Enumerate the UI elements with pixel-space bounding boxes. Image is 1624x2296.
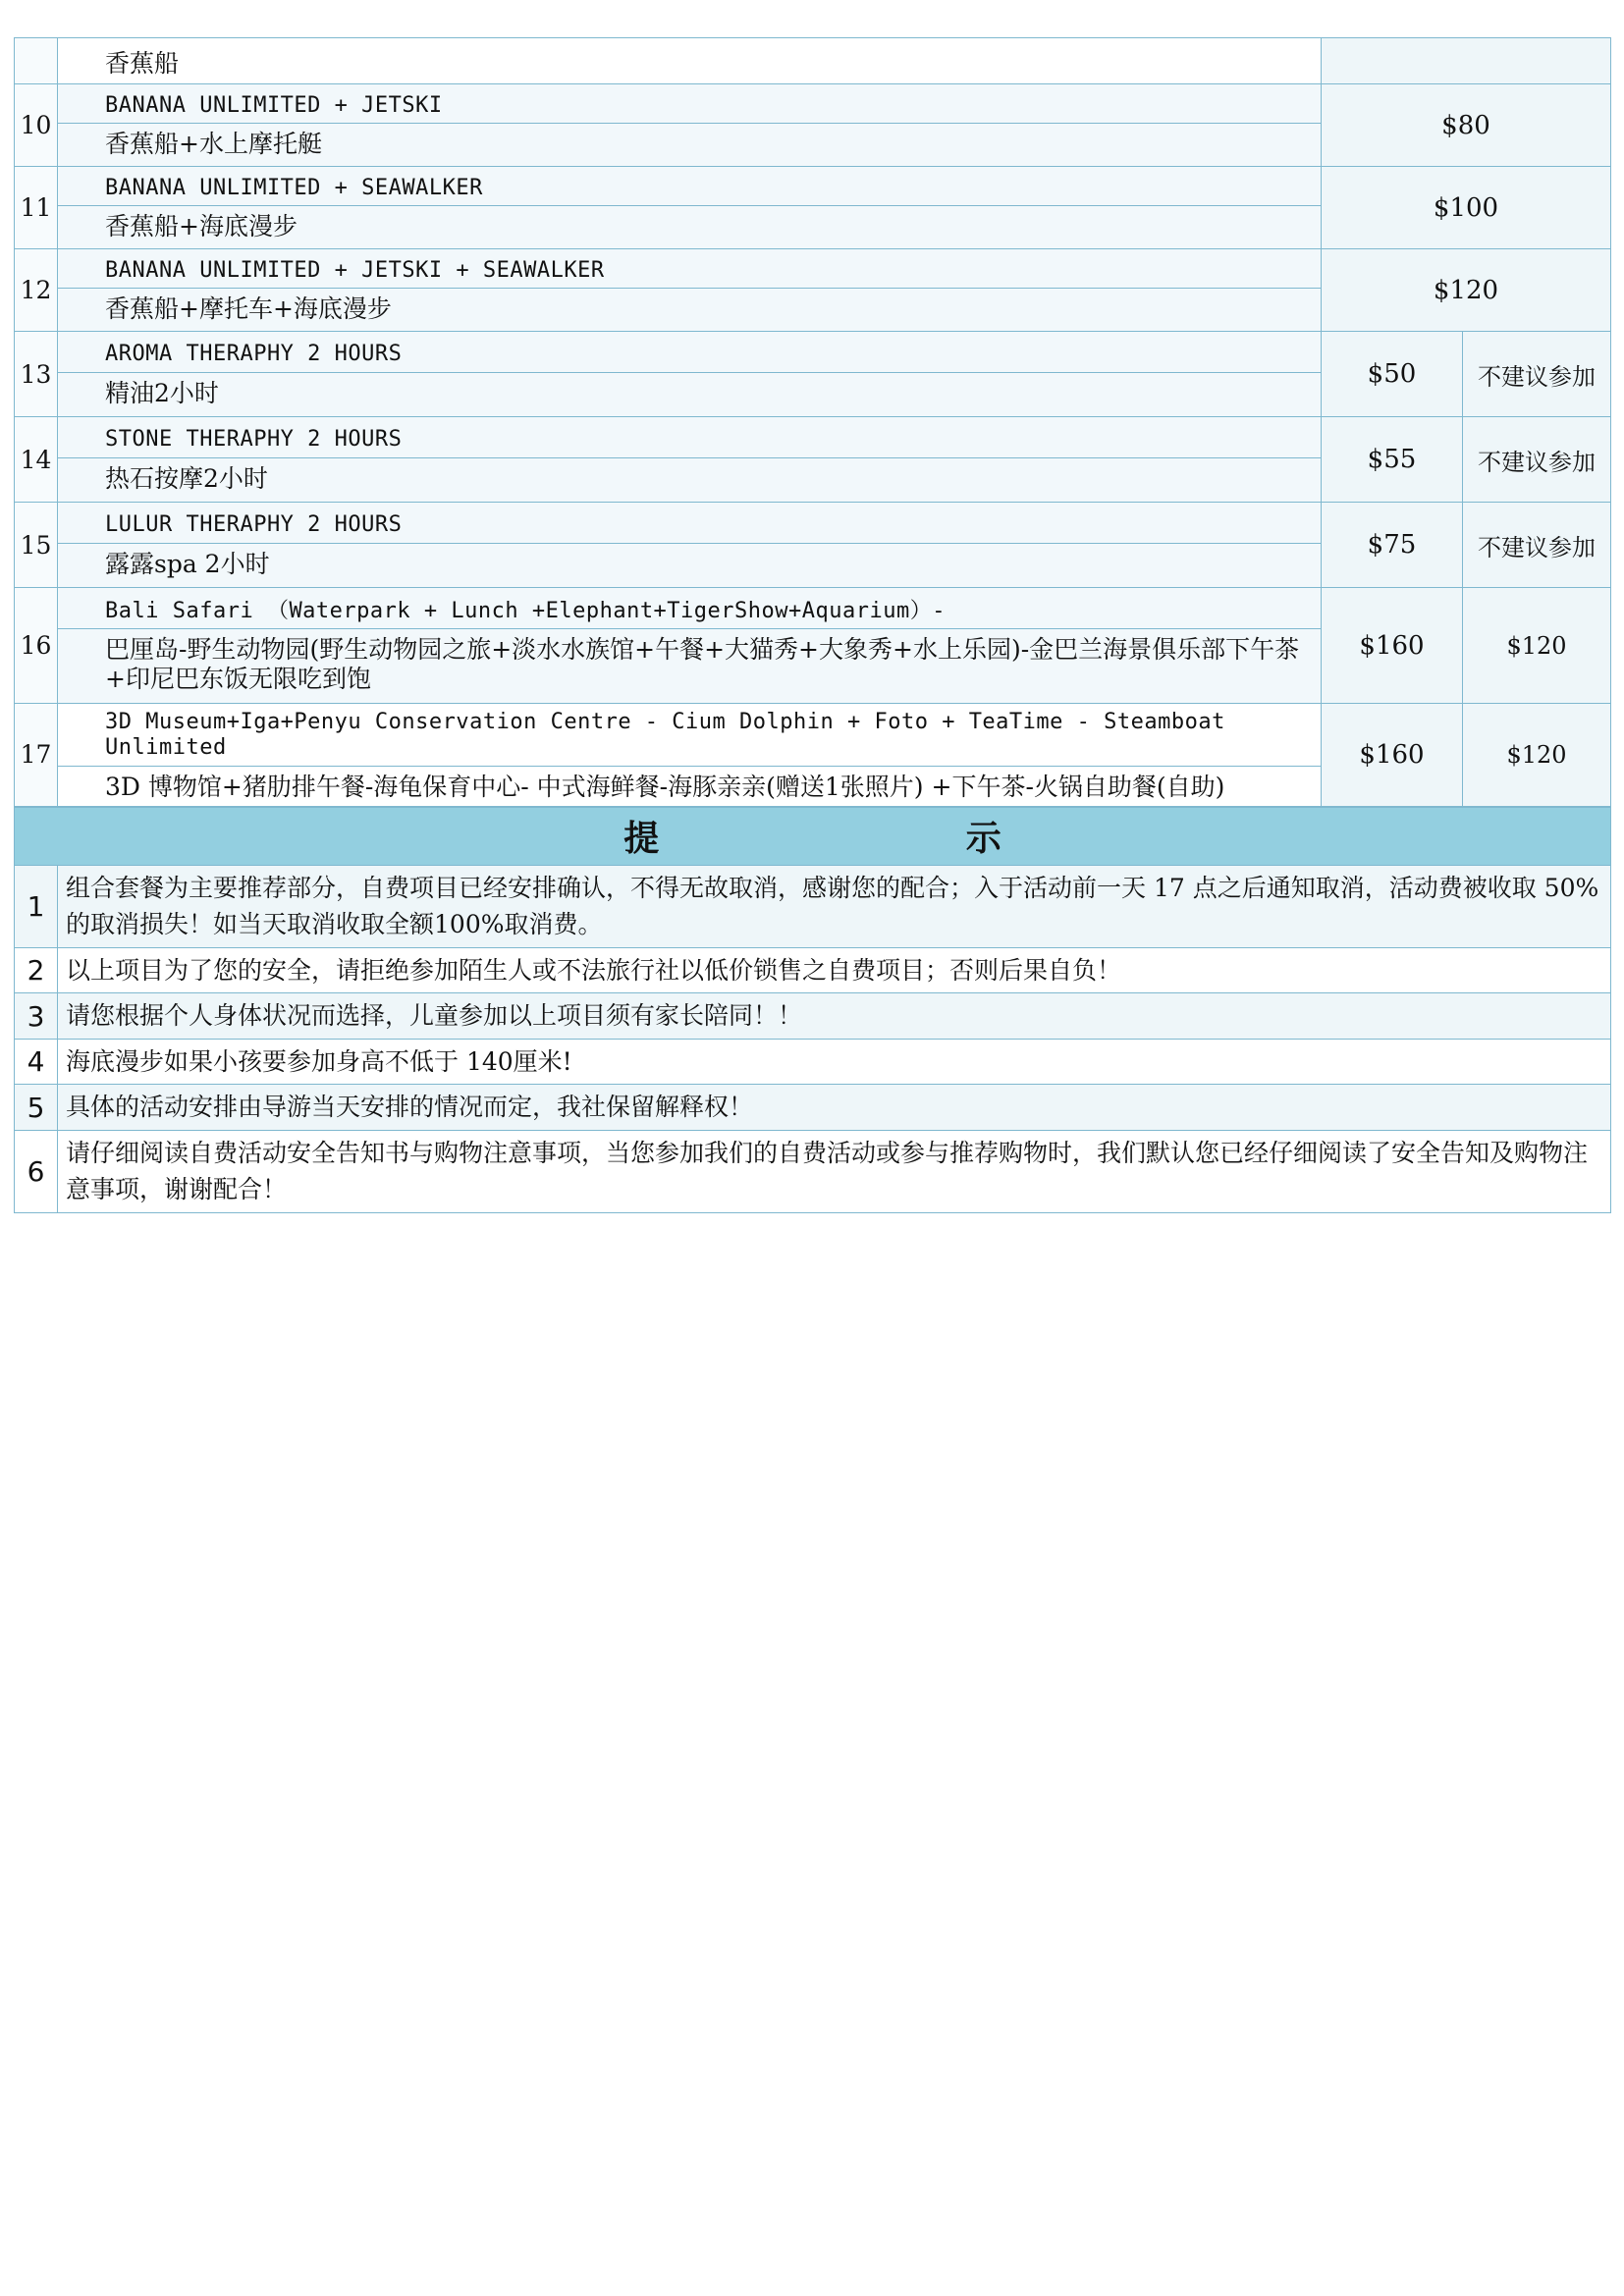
activity-zh: 热石按摩2小时 [105,463,268,493]
tip-text: 组合套餐为主要推荐部分，自费项目已经安排确认，不得无故取消，感谢您的配合；入于活动前一天 17 点之后通知取消，活动费被收取 50% 的取消损失！如当天取消收取全额100%取消费。 [58,865,1611,947]
activity-child-price: $120 [1463,704,1611,807]
activity-description [58,167,1322,249]
tip-number: 3 [15,993,58,1040]
activity-description [58,332,1322,417]
tip-row-1 [15,865,1611,947]
activity-row-15 [15,503,1611,588]
activities-table [14,37,1611,807]
tip-number: 4 [15,1039,58,1085]
activity-note: 不建议参加 [1463,417,1611,503]
activity-zh: 巴厘岛-野生动物园(野生动物园之旅+淡水水族馆+午餐+大猫秀+大象秀+水上乐园)-金巴兰海景俱乐部下午茶+印尼巴东饭无限吃到饱 [105,635,1300,694]
activity-note: 不建议参加 [1463,332,1611,417]
activity-price: $100 [1322,167,1611,249]
activity-zh: 香蕉船 [105,49,180,78]
activity-zh: 香蕉船+水上摩托艇 [105,130,322,159]
tip-row-2 [15,947,1611,993]
activity-price: $50 [1322,332,1463,417]
activity-description [58,38,1322,84]
activity-row-12 [15,249,1611,332]
tip-text: 请您根据个人身体状况而选择，儿童参加以上项目须有家长陪同！！ [58,993,1611,1040]
tip-number: 6 [15,1130,58,1212]
activity-description [58,84,1322,167]
tip-text: 具体的活动安排由导游当天安排的情况而定，我社保留解释权！ [58,1085,1611,1131]
tip-text: 请仔细阅读自费活动安全告知书与购物注意事项，当您参加我们的自费活动或参与推荐购物时，我们默认您已经仔细阅读了安全告知及购物注意事项，谢谢配合！ [58,1130,1611,1212]
activity-description [58,503,1322,588]
activity-price [1322,38,1611,84]
activity-child-price: $120 [1463,588,1611,704]
activity-row-11 [15,167,1611,249]
activity-en: AROMA THERAPHY 2 HOURS [58,336,1321,372]
activity-row-17 [15,704,1611,807]
activity-en: Bali Safari （Waterpark + Lunch +Elephant+TigerShow+Aquarium）- [58,593,1321,629]
activity-price: $80 [1322,84,1611,167]
activity-description [58,588,1322,704]
tip-number: 1 [15,865,58,947]
tip-number: 2 [15,947,58,993]
activity-description [58,417,1322,503]
activity-row-continued [15,38,1611,84]
activity-en: LULUR THERAPHY 2 HOURS [58,507,1321,543]
tip-row-6 [15,1130,1611,1212]
activity-number: 11 [15,167,58,249]
activity-number: 16 [15,588,58,704]
activity-zh: 3D 博物馆+猪肋排午餐-海龟保育中心- 中式海鲜餐-海豚亲亲(赠送1张照片) +下午茶-火锅自助餐(自助) [105,772,1225,801]
activity-number: 14 [15,417,58,503]
activity-en: STONE THERAPHY 2 HOURS [58,421,1321,457]
activity-price: $160 [1322,704,1463,807]
activity-zh: 香蕉船+海底漫步 [105,212,298,241]
activity-row-14 [15,417,1611,503]
activity-row-13 [15,332,1611,417]
activity-price: $160 [1322,588,1463,704]
activity-en: 3D Museum+Iga+Penyu Conservation Centre - Cium Dolphin + Foto + TeaTime - Steamboat Unlimited [58,704,1321,767]
activity-en: BANANA UNLIMITED + JETSKI [58,87,1321,124]
activity-price: $55 [1322,417,1463,503]
tips-header-row [15,807,1611,865]
activity-zh: 香蕉船+摩托车+海底漫步 [105,294,392,324]
activity-en: BANANA UNLIMITED + JETSKI + SEAWALKER [58,252,1321,289]
tip-number: 5 [15,1085,58,1131]
tips-title [15,807,1611,865]
activities-sheet [14,37,1610,1213]
activity-description [58,704,1322,807]
activity-number: 13 [15,332,58,417]
activity-number: 17 [15,704,58,807]
activity-price: $75 [1322,503,1463,588]
activity-description [58,249,1322,332]
activity-price: $120 [1322,249,1611,332]
tip-row-3 [15,993,1611,1040]
tip-row-4 [15,1039,1611,1085]
activity-note: 不建议参加 [1463,503,1611,588]
activity-number: 12 [15,249,58,332]
tip-text: 海底漫步如果小孩要参加身高不低于 140厘米! [58,1039,1611,1085]
activity-row-10 [15,84,1611,167]
tips-title-left: 提 [623,819,660,860]
activity-zh: 精油2小时 [105,378,219,407]
tips-table [14,807,1611,1213]
tip-row-5 [15,1085,1611,1131]
tips-title-right: 示 [965,819,1001,860]
activity-row-16 [15,588,1611,704]
activity-zh: 露露spa 2小时 [105,549,270,578]
tip-text: 以上项目为了您的安全，请拒绝参加陌生人或不法旅行社以低价锁售之自费项目；否则后果自负！ [58,947,1611,993]
activity-number: 15 [15,503,58,588]
activity-number [15,38,58,84]
activity-en: BANANA UNLIMITED + SEAWALKER [58,170,1321,206]
activity-number: 10 [15,84,58,167]
